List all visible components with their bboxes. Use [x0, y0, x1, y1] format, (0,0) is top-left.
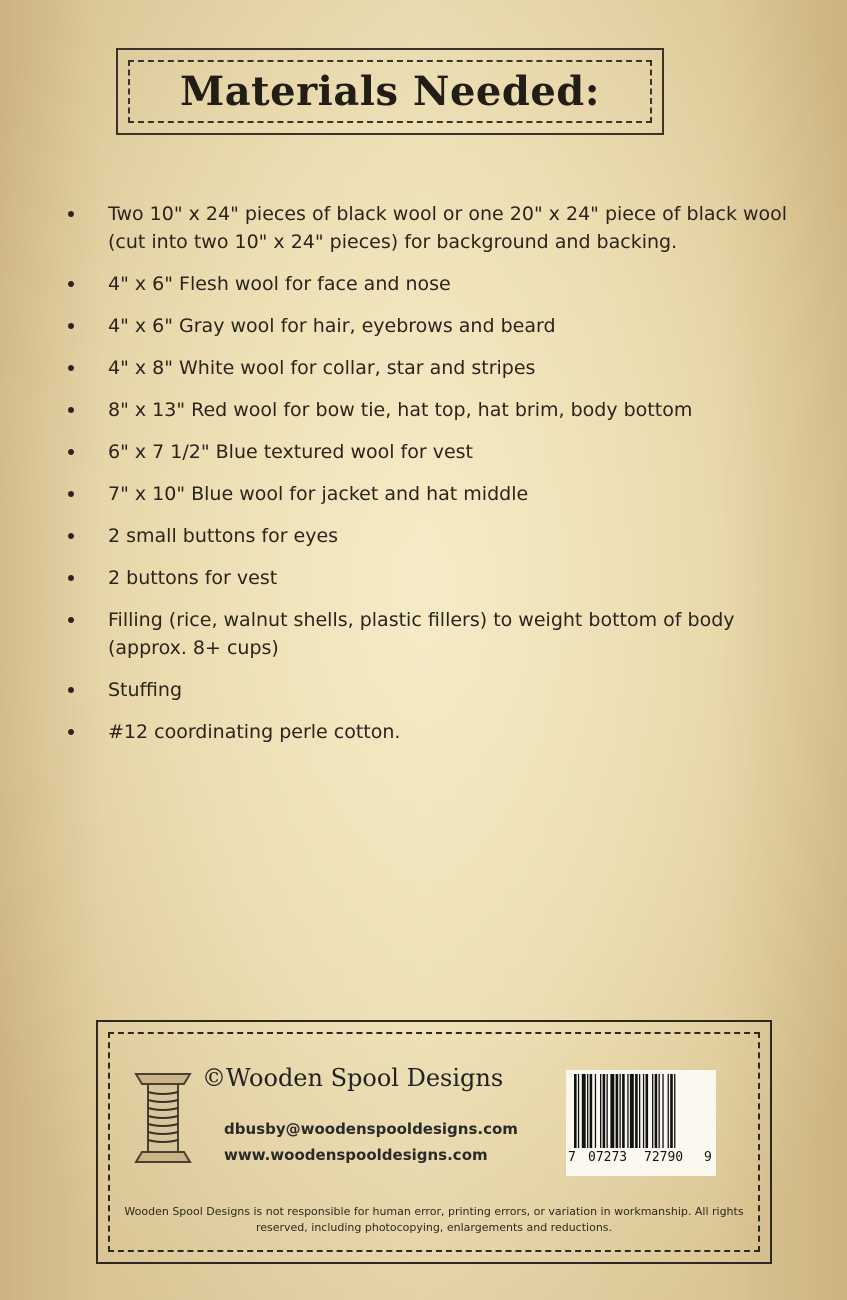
list-item: [68, 354, 788, 382]
material-text: 8" x 13" Red wool for bow tie, hat top, hat brim, body bottom: [108, 399, 693, 421]
bullet-icon: [68, 575, 74, 581]
bullet-icon: [68, 491, 74, 497]
material-text: 4" x 8" White wool for collar, star and stripes: [108, 357, 536, 379]
bullet-icon: [68, 281, 74, 287]
material-text: 2 buttons for vest: [108, 567, 278, 589]
barcode-digit-left: 7: [568, 1150, 576, 1165]
bullet-icon: [68, 323, 74, 329]
barcode-digits: [566, 1150, 716, 1170]
list-item: [68, 718, 788, 746]
disclaimer: Wooden Spool Designs is not responsible for human error, printing errors, or variation in workmanship. All rights reserved, including photocopying, enlargements and reductions.: [124, 1205, 744, 1234]
list-item: [68, 312, 788, 340]
bullet-icon: [68, 617, 74, 623]
wooden-spool-icon: [132, 1068, 194, 1168]
list-item: [68, 438, 788, 466]
list-item: [68, 522, 788, 550]
barcode-group-2: 72790: [644, 1150, 684, 1165]
material-text: #12 coordinating perle cotton.: [108, 721, 401, 743]
barcode-group-1: 07273: [588, 1150, 628, 1165]
title-box: [116, 48, 664, 135]
material-text: 6" x 7 1/2" Blue textured wool for vest: [108, 441, 473, 463]
bullet-icon: [68, 211, 74, 217]
barcode-digit-right: 9: [704, 1150, 712, 1165]
material-text: 4" x 6" Gray wool for hair, eyebrows and beard: [108, 315, 556, 337]
company-website[interactable]: www.woodenspooldesigns.com: [224, 1146, 488, 1164]
contact-email[interactable]: dbusby@woodenspooldesigns.com: [224, 1120, 518, 1138]
bullet-icon: [68, 365, 74, 371]
material-text: 7" x 10" Blue wool for jacket and hat middle: [108, 483, 529, 505]
material-text: 2 small buttons for eyes: [108, 525, 339, 547]
material-text: 4" x 6" Flesh wool for face and nose: [108, 273, 451, 295]
barcode-icon: [574, 1074, 708, 1148]
material-text: Filling (rice, walnut shells, plastic fillers) to weight bottom of body (approx. 8+ cups): [108, 609, 735, 659]
materials-list: [68, 200, 788, 760]
list-item: [68, 606, 788, 662]
list-item: [68, 396, 788, 424]
list-item: [68, 564, 788, 592]
material-text: Stuffing: [108, 679, 183, 701]
footer-box: [96, 1020, 772, 1264]
page-title: Materials Needed:: [179, 68, 601, 115]
bullet-icon: [68, 449, 74, 455]
material-text: Two 10" x 24" pieces of black wool or one 20" x 24" piece of black wool (cut into two 10" x 24" pieces) for background and backing.: [108, 203, 788, 253]
list-item: [68, 200, 788, 256]
bullet-icon: [68, 533, 74, 539]
bullet-icon: [68, 687, 74, 693]
barcode: [566, 1070, 716, 1176]
list-item: [68, 480, 788, 508]
list-item: [68, 676, 788, 704]
list-item: [68, 270, 788, 298]
company-name: ©Wooden Spool Designs: [202, 1064, 504, 1092]
bullet-icon: [68, 407, 74, 413]
bullet-icon: [68, 729, 74, 735]
